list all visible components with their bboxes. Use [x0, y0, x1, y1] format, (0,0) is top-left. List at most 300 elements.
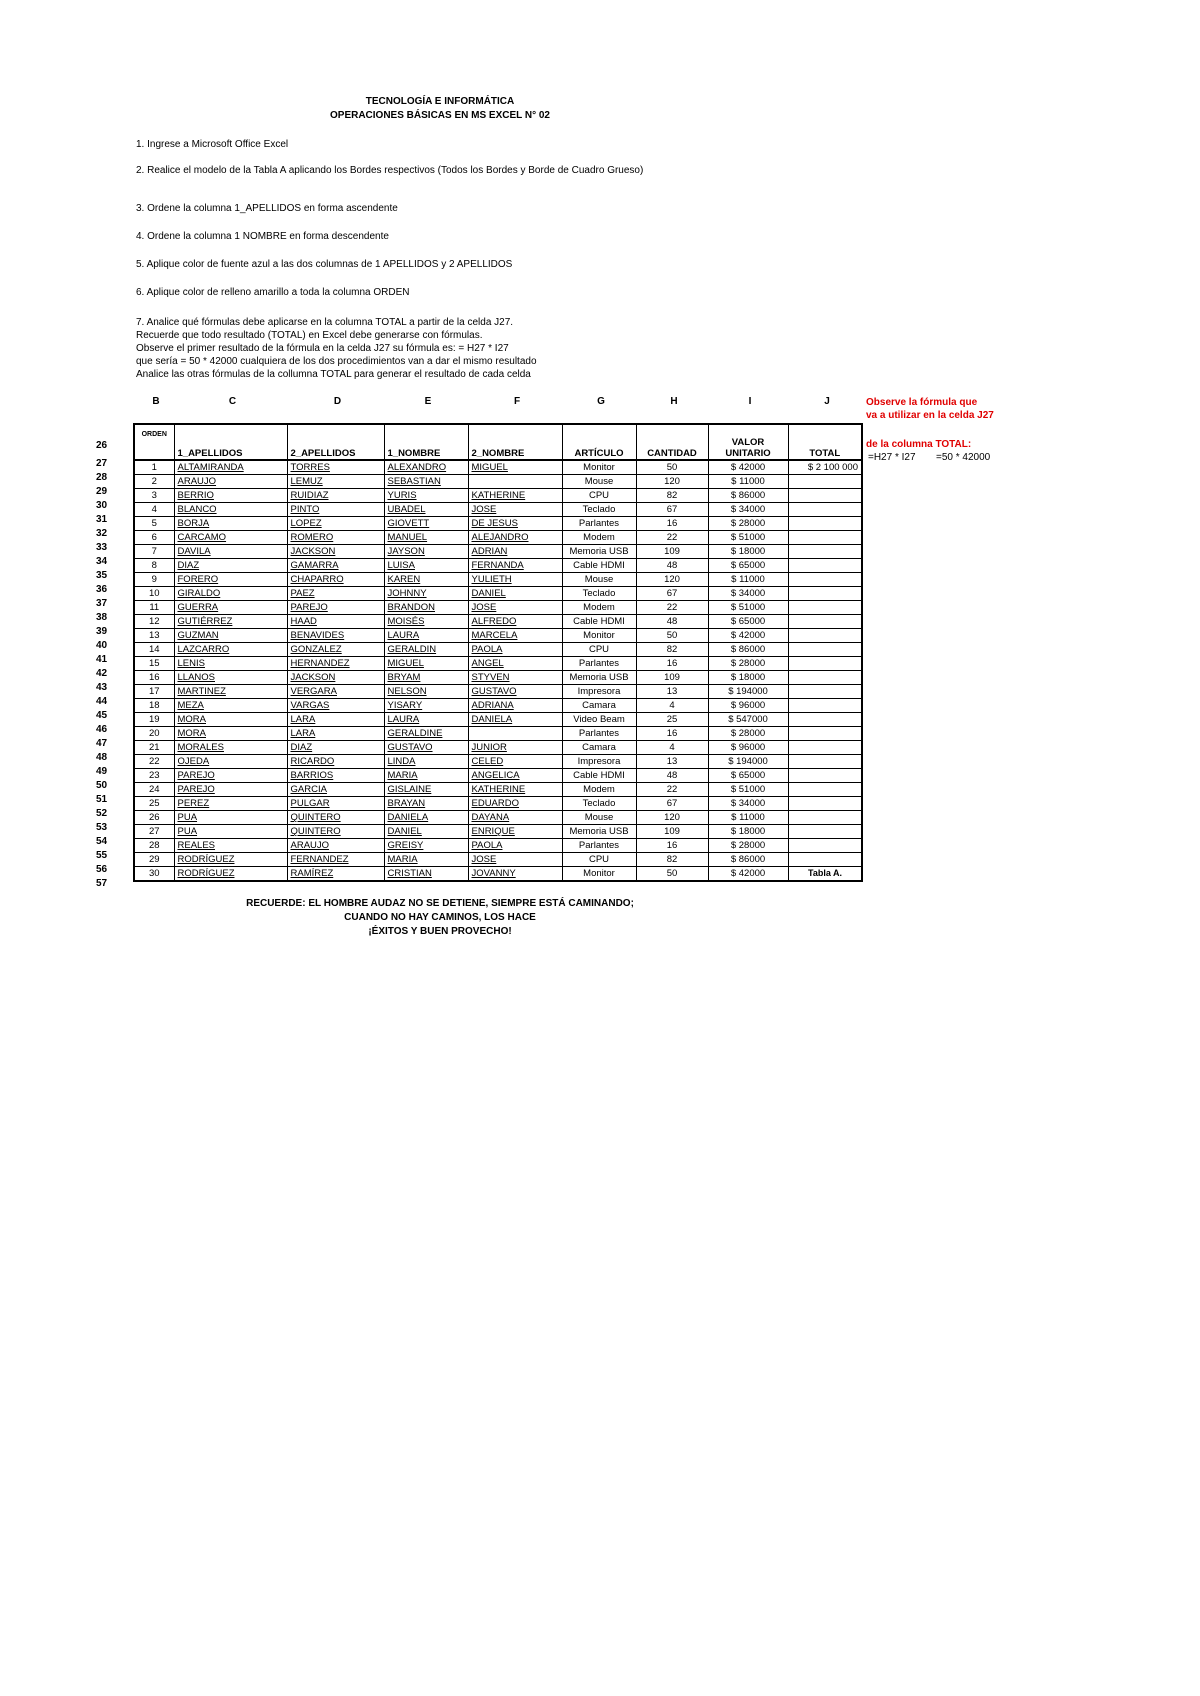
cell-nombre1[interactable]: GERALDINE: [384, 727, 468, 741]
cell-articulo[interactable]: Camara: [562, 699, 636, 713]
cell-cantidad[interactable]: 120: [636, 573, 708, 587]
cell-apellido2[interactable]: RICARDO: [287, 755, 384, 769]
cell-nombre1[interactable]: GIOVETT: [384, 517, 468, 531]
cell-valor-unitario[interactable]: $ 11000: [708, 811, 788, 825]
cell-nombre2[interactable]: [468, 475, 562, 489]
cell-total[interactable]: [788, 587, 862, 601]
cell-nombre2[interactable]: MIGUEL: [468, 460, 562, 475]
cell-apellido2[interactable]: QUINTERO: [287, 825, 384, 839]
instruction-3: 3. Ordene la columna 1_APELLIDOS en forma ascendente: [136, 203, 398, 214]
cell-valor-unitario[interactable]: $ 28000: [708, 517, 788, 531]
cell-cantidad[interactable]: 22: [636, 531, 708, 545]
cell-articulo[interactable]: Mouse: [562, 573, 636, 587]
cell-apellido2[interactable]: LEMUZ: [287, 475, 384, 489]
cell-apellido2[interactable]: CHAPARRO: [287, 573, 384, 587]
cell-cantidad[interactable]: 50: [636, 460, 708, 475]
cell-nombre2[interactable]: ALEJANDRO: [468, 531, 562, 545]
cell-total[interactable]: [788, 615, 862, 629]
cell-articulo[interactable]: Teclado: [562, 587, 636, 601]
cell-articulo[interactable]: Mouse: [562, 811, 636, 825]
cell-nombre1[interactable]: GERALDIN: [384, 643, 468, 657]
cell-nombre2[interactable]: JOSE: [468, 853, 562, 867]
cell-apellido2[interactable]: GARCIA: [287, 783, 384, 797]
cell-articulo[interactable]: CPU: [562, 853, 636, 867]
cell-nombre1[interactable]: MANUEL: [384, 531, 468, 545]
cell-apellido1[interactable]: MORA: [174, 713, 287, 727]
cell-nombre2[interactable]: KATHERINE: [468, 489, 562, 503]
cell-apellido2[interactable]: DIAZ: [287, 741, 384, 755]
cell-cantidad[interactable]: 13: [636, 685, 708, 699]
cell-apellido1[interactable]: DIAZ: [174, 559, 287, 573]
cell-apellido1[interactable]: LENIS: [174, 657, 287, 671]
cell-nombre2[interactable]: DE JESUS: [468, 517, 562, 531]
cell-valor-unitario[interactable]: $ 96000: [708, 699, 788, 713]
table-row: [134, 587, 862, 601]
cell-orden[interactable]: 22: [134, 755, 174, 769]
cell-total[interactable]: [788, 657, 862, 671]
cell-cantidad[interactable]: 48: [636, 559, 708, 573]
cell-nombre2[interactable]: JUNIOR: [468, 741, 562, 755]
cell-orden[interactable]: 16: [134, 671, 174, 685]
cell-total[interactable]: [788, 559, 862, 573]
cell-valor-unitario[interactable]: $ 18000: [708, 671, 788, 685]
cell-valor-unitario[interactable]: $ 42000: [708, 867, 788, 882]
cell-apellido2[interactable]: JACKSON: [287, 545, 384, 559]
cell-orden[interactable]: 26: [134, 811, 174, 825]
cell-nombre1[interactable]: MARIA: [384, 853, 468, 867]
cell-articulo[interactable]: Memoria USB: [562, 825, 636, 839]
cell-apellido1[interactable]: PAREJO: [174, 783, 287, 797]
cell-apellido1[interactable]: REALES: [174, 839, 287, 853]
cell-valor-unitario[interactable]: $ 28000: [708, 727, 788, 741]
cell-total[interactable]: [788, 685, 862, 699]
cell-apellido1[interactable]: GUTIÉRREZ: [174, 615, 287, 629]
cell-nombre1[interactable]: LINDA: [384, 755, 468, 769]
cell-orden[interactable]: 17: [134, 685, 174, 699]
header-articulo[interactable]: ARTÍCULO: [562, 424, 636, 460]
cell-total[interactable]: [788, 531, 862, 545]
cell-articulo[interactable]: Video Beam: [562, 713, 636, 727]
cell-nombre1[interactable]: MIGUEL: [384, 657, 468, 671]
cell-apellido2[interactable]: PAREJO: [287, 601, 384, 615]
tabla-a: [133, 423, 863, 882]
cell-nombre2[interactable]: ANGELICA: [468, 769, 562, 783]
cell-nombre2[interactable]: EDUARDO: [468, 797, 562, 811]
cell-cantidad[interactable]: 120: [636, 475, 708, 489]
cell-total[interactable]: [788, 629, 862, 643]
cell-valor-unitario[interactable]: $ 65000: [708, 769, 788, 783]
cell-nombre2[interactable]: ADRIAN: [468, 545, 562, 559]
cell-nombre2[interactable]: YULIETH: [468, 573, 562, 587]
cell-articulo[interactable]: Memoria USB: [562, 671, 636, 685]
cell-apellido1[interactable]: MARTINEZ: [174, 685, 287, 699]
cell-nombre2[interactable]: PAOLA: [468, 643, 562, 657]
cell-apellido1[interactable]: BLANCO: [174, 503, 287, 517]
cell-valor-unitario[interactable]: $ 96000: [708, 741, 788, 755]
cell-apellido1[interactable]: MEZA: [174, 699, 287, 713]
cell-cantidad[interactable]: 82: [636, 489, 708, 503]
cell-apellido1[interactable]: GUERRA: [174, 601, 287, 615]
cell-apellido2[interactable]: QUINTERO: [287, 811, 384, 825]
cell-apellido1[interactable]: FORERO: [174, 573, 287, 587]
cell-cantidad[interactable]: 109: [636, 825, 708, 839]
row-number: 53: [96, 822, 108, 833]
cell-orden[interactable]: 24: [134, 783, 174, 797]
cell-articulo[interactable]: Modem: [562, 531, 636, 545]
cell-total[interactable]: [788, 755, 862, 769]
cell-apellido1[interactable]: ARAUJO: [174, 475, 287, 489]
cell-apellido1[interactable]: ALTAMIRANDA: [174, 460, 287, 475]
cell-orden[interactable]: 23: [134, 769, 174, 783]
cell-nombre1[interactable]: LUISA: [384, 559, 468, 573]
cell-cantidad[interactable]: 16: [636, 657, 708, 671]
cell-nombre2[interactable]: JOSE: [468, 503, 562, 517]
cell-orden[interactable]: 4: [134, 503, 174, 517]
cell-valor-unitario[interactable]: $ 28000: [708, 657, 788, 671]
row-number: 48: [96, 752, 108, 763]
cell-nombre1[interactable]: DANIEL: [384, 825, 468, 839]
table-row: [134, 475, 862, 489]
cell-apellido1[interactable]: MORA: [174, 727, 287, 741]
cell-total[interactable]: [788, 769, 862, 783]
cell-apellido2[interactable]: LARA: [287, 713, 384, 727]
cell-nombre1[interactable]: UBADEL: [384, 503, 468, 517]
cell-nombre1[interactable]: NELSON: [384, 685, 468, 699]
cell-articulo[interactable]: CPU: [562, 643, 636, 657]
row-number: 29: [96, 486, 108, 497]
cell-valor-unitario[interactable]: $ 18000: [708, 545, 788, 559]
cell-apellido2[interactable]: GAMARRA: [287, 559, 384, 573]
row-number: 43: [96, 682, 108, 693]
cell-apellido2[interactable]: GONZALEZ: [287, 643, 384, 657]
cell-orden[interactable]: 29: [134, 853, 174, 867]
cell-total[interactable]: [788, 643, 862, 657]
cell-nombre2[interactable]: DAYANA: [468, 811, 562, 825]
cell-valor-unitario[interactable]: $ 42000: [708, 460, 788, 475]
cell-orden[interactable]: 3: [134, 489, 174, 503]
header-valor-line1: VALOR: [731, 437, 765, 448]
cell-cantidad[interactable]: 16: [636, 517, 708, 531]
cell-orden[interactable]: 11: [134, 601, 174, 615]
cell-total[interactable]: [788, 573, 862, 587]
cell-nombre1[interactable]: JAYSON: [384, 545, 468, 559]
cell-articulo[interactable]: Parlantes: [562, 839, 636, 853]
cell-articulo[interactable]: Modem: [562, 601, 636, 615]
header-cantidad[interactable]: CANTIDAD: [636, 424, 708, 460]
cell-orden[interactable]: 28: [134, 839, 174, 853]
cell-orden[interactable]: 1: [134, 460, 174, 475]
cell-nombre1[interactable]: KAREN: [384, 573, 468, 587]
cell-cantidad[interactable]: 25: [636, 713, 708, 727]
cell-cantidad[interactable]: 50: [636, 867, 708, 882]
cell-apellido2[interactable]: RUIDIAZ: [287, 489, 384, 503]
cell-nombre1[interactable]: CRISTIAN: [384, 867, 468, 882]
cell-orden[interactable]: 15: [134, 657, 174, 671]
header-nombre2[interactable]: 2_NOMBRE: [468, 424, 562, 460]
cell-articulo[interactable]: Parlantes: [562, 517, 636, 531]
cell-cantidad[interactable]: 48: [636, 615, 708, 629]
cell-articulo[interactable]: Impresora: [562, 755, 636, 769]
cell-nombre2[interactable]: CELED: [468, 755, 562, 769]
cell-nombre2[interactable]: JOVANNY: [468, 867, 562, 882]
table-row: [134, 545, 862, 559]
cell-apellido2[interactable]: HERNANDEZ: [287, 657, 384, 671]
cell-total[interactable]: [788, 797, 862, 811]
cell-valor-unitario[interactable]: $ 11000: [708, 475, 788, 489]
cell-cantidad[interactable]: 22: [636, 601, 708, 615]
cell-apellido2[interactable]: RAMÍREZ: [287, 867, 384, 882]
cell-articulo[interactable]: Parlantes: [562, 657, 636, 671]
cell-valor-unitario[interactable]: $ 86000: [708, 853, 788, 867]
cell-articulo[interactable]: Teclado: [562, 797, 636, 811]
cell-nombre1[interactable]: JOHNNY: [384, 587, 468, 601]
cell-nombre2[interactable]: STYVEN: [468, 671, 562, 685]
row-number: 32: [96, 528, 108, 539]
cell-nombre2[interactable]: DANIELA: [468, 713, 562, 727]
header-apellido1[interactable]: 1_APELLIDOS: [174, 424, 287, 460]
cell-valor-unitario[interactable]: $ 51000: [708, 783, 788, 797]
cell-nombre1[interactable]: GISLAINE: [384, 783, 468, 797]
cell-apellido2[interactable]: JACKSON: [287, 671, 384, 685]
cell-cantidad[interactable]: 4: [636, 741, 708, 755]
cell-apellido2[interactable]: LOPEZ: [287, 517, 384, 531]
cell-apellido2[interactable]: TORRES: [287, 460, 384, 475]
cell-articulo[interactable]: Mouse: [562, 475, 636, 489]
cell-valor-unitario[interactable]: $ 34000: [708, 587, 788, 601]
cell-orden[interactable]: 7: [134, 545, 174, 559]
cell-orden[interactable]: 21: [134, 741, 174, 755]
header-valor-unitario[interactable]: [708, 424, 788, 460]
cell-apellido1[interactable]: PUA: [174, 825, 287, 839]
cell-total[interactable]: [788, 783, 862, 797]
cell-nombre2[interactable]: MARCELA: [468, 629, 562, 643]
cell-total[interactable]: [788, 727, 862, 741]
header-apellido2[interactable]: 2_APELLIDOS: [287, 424, 384, 460]
header-total[interactable]: TOTAL: [788, 424, 862, 460]
cell-total[interactable]: [788, 545, 862, 559]
cell-total[interactable]: [788, 853, 862, 867]
cell-nombre2[interactable]: ENRIQUE: [468, 825, 562, 839]
cell-articulo[interactable]: Camara: [562, 741, 636, 755]
cell-nombre2[interactable]: JOSE: [468, 601, 562, 615]
cell-cantidad[interactable]: 67: [636, 797, 708, 811]
cell-articulo[interactable]: Teclado: [562, 503, 636, 517]
cell-cantidad[interactable]: 13: [636, 755, 708, 769]
cell-apellido1[interactable]: PAREJO: [174, 769, 287, 783]
cell-apellido2[interactable]: VERGARA: [287, 685, 384, 699]
cell-nombre1[interactable]: SEBASTIAN: [384, 475, 468, 489]
cell-nombre1[interactable]: DANIELA: [384, 811, 468, 825]
cell-orden[interactable]: 25: [134, 797, 174, 811]
cell-valor-unitario[interactable]: $ 194000: [708, 755, 788, 769]
cell-cantidad[interactable]: 48: [636, 769, 708, 783]
cell-apellido1[interactable]: LAZCARRO: [174, 643, 287, 657]
cell-articulo[interactable]: Cable HDMI: [562, 559, 636, 573]
cell-articulo[interactable]: Monitor: [562, 460, 636, 475]
table-row: [134, 657, 862, 671]
header-orden[interactable]: ORDEN: [134, 424, 174, 460]
cell-total[interactable]: [788, 489, 862, 503]
cell-valor-unitario[interactable]: $ 51000: [708, 601, 788, 615]
cell-valor-unitario[interactable]: $ 28000: [708, 839, 788, 853]
cell-articulo[interactable]: Cable HDMI: [562, 615, 636, 629]
cell-nombre2[interactable]: [468, 727, 562, 741]
cell-apellido1[interactable]: BERRIO: [174, 489, 287, 503]
cell-orden[interactable]: 10: [134, 587, 174, 601]
cell-orden[interactable]: 12: [134, 615, 174, 629]
cell-nombre1[interactable]: ALEXANDRO: [384, 460, 468, 475]
cell-articulo[interactable]: Parlantes: [562, 727, 636, 741]
cell-cantidad[interactable]: 67: [636, 503, 708, 517]
cell-orden[interactable]: 30: [134, 867, 174, 882]
row-number: 26: [96, 440, 108, 451]
cell-apellido1[interactable]: PUA: [174, 811, 287, 825]
cell-nombre2[interactable]: ALFREDO: [468, 615, 562, 629]
cell-orden[interactable]: 18: [134, 699, 174, 713]
cell-nombre1[interactable]: MOISÉS: [384, 615, 468, 629]
cell-total[interactable]: [788, 741, 862, 755]
cell-cantidad[interactable]: 4: [636, 699, 708, 713]
cell-articulo[interactable]: Monitor: [562, 629, 636, 643]
cell-cantidad[interactable]: 82: [636, 643, 708, 657]
cell-cantidad[interactable]: 109: [636, 545, 708, 559]
cell-cantidad[interactable]: 82: [636, 853, 708, 867]
cell-total[interactable]: [788, 839, 862, 853]
cell-orden[interactable]: 13: [134, 629, 174, 643]
cell-articulo[interactable]: Memoria USB: [562, 545, 636, 559]
cell-orden[interactable]: 5: [134, 517, 174, 531]
cell-apellido2[interactable]: BARRIOS: [287, 769, 384, 783]
header-nombre1[interactable]: 1_NOMBRE: [384, 424, 468, 460]
cell-total[interactable]: [788, 825, 862, 839]
cell-valor-unitario[interactable]: $ 65000: [708, 615, 788, 629]
cell-orden[interactable]: 2: [134, 475, 174, 489]
cell-orden[interactable]: 8: [134, 559, 174, 573]
cell-orden[interactable]: 20: [134, 727, 174, 741]
cell-cantidad[interactable]: 16: [636, 727, 708, 741]
instruction-7-title: 7. Analice qué fórmulas debe aplicarse en la columna TOTAL a partir de la celda J27.: [136, 317, 514, 328]
cell-apellido2[interactable]: PAEZ: [287, 587, 384, 601]
cell-nombre1[interactable]: GUSTAVO: [384, 741, 468, 755]
cell-nombre1[interactable]: LAURA: [384, 629, 468, 643]
cell-nombre1[interactable]: YISARY: [384, 699, 468, 713]
cell-cantidad[interactable]: 67: [636, 587, 708, 601]
cell-total[interactable]: [788, 475, 862, 489]
table-row: [134, 517, 862, 531]
cell-orden[interactable]: 14: [134, 643, 174, 657]
cell-apellido2[interactable]: VARGAS: [287, 699, 384, 713]
cell-apellido2[interactable]: HAAD: [287, 615, 384, 629]
cell-total[interactable]: [788, 503, 862, 517]
cell-apellido2[interactable]: ARAUJO: [287, 839, 384, 853]
cell-nombre1[interactable]: BRYAM: [384, 671, 468, 685]
cell-apellido1[interactable]: CARCAMO: [174, 531, 287, 545]
cell-valor-unitario[interactable]: $ 18000: [708, 825, 788, 839]
cell-cantidad[interactable]: 109: [636, 671, 708, 685]
cell-total[interactable]: [788, 699, 862, 713]
cell-valor-unitario[interactable]: $ 86000: [708, 489, 788, 503]
cell-apellido1[interactable]: MORALES: [174, 741, 287, 755]
cell-nombre1[interactable]: YURIS: [384, 489, 468, 503]
cell-apellido1[interactable]: PEREZ: [174, 797, 287, 811]
cell-orden[interactable]: 19: [134, 713, 174, 727]
cell-valor-unitario[interactable]: $ 547000: [708, 713, 788, 727]
cell-nombre2[interactable]: PAOLA: [468, 839, 562, 853]
cell-nombre2[interactable]: KATHERINE: [468, 783, 562, 797]
cell-cantidad[interactable]: 120: [636, 811, 708, 825]
cell-total[interactable]: [788, 811, 862, 825]
cell-apellido2[interactable]: FERNANDEZ: [287, 853, 384, 867]
cell-apellido1[interactable]: OJEDA: [174, 755, 287, 769]
instruction-6: 6. Aplique color de relleno amarillo a toda la columna ORDEN: [136, 287, 410, 298]
cell-apellido1[interactable]: LLANOS: [174, 671, 287, 685]
cell-total[interactable]: [788, 713, 862, 727]
cell-total[interactable]: [788, 671, 862, 685]
cell-articulo[interactable]: Modem: [562, 783, 636, 797]
cell-apellido1[interactable]: DAVILA: [174, 545, 287, 559]
cell-total[interactable]: [788, 601, 862, 615]
cell-cantidad[interactable]: 16: [636, 839, 708, 853]
cell-nombre2[interactable]: ANGEL: [468, 657, 562, 671]
cell-articulo[interactable]: CPU: [562, 489, 636, 503]
cell-orden[interactable]: 9: [134, 573, 174, 587]
cell-nombre1[interactable]: BRANDON: [384, 601, 468, 615]
cell-apellido1[interactable]: RODRÍGUEZ: [174, 867, 287, 882]
cell-apellido1[interactable]: RODRÍGUEZ: [174, 853, 287, 867]
cell-orden[interactable]: 27: [134, 825, 174, 839]
cell-valor-unitario[interactable]: $ 86000: [708, 643, 788, 657]
cell-apellido1[interactable]: BORJA: [174, 517, 287, 531]
cell-apellido2[interactable]: ROMERO: [287, 531, 384, 545]
cell-nombre2[interactable]: FERNANDA: [468, 559, 562, 573]
cell-articulo[interactable]: Cable HDMI: [562, 769, 636, 783]
cell-total[interactable]: $ 2 100 000: [788, 460, 862, 475]
cell-valor-unitario[interactable]: $ 42000: [708, 629, 788, 643]
cell-total[interactable]: [788, 517, 862, 531]
column-letter: E: [424, 396, 432, 407]
cell-apellido1[interactable]: GIRALDO: [174, 587, 287, 601]
cell-nombre2[interactable]: ADRIANA: [468, 699, 562, 713]
cell-cantidad[interactable]: 22: [636, 783, 708, 797]
instruction-1: 1. Ingrese a Microsoft Office Excel: [136, 139, 289, 150]
cell-valor-unitario[interactable]: $ 194000: [708, 685, 788, 699]
cell-articulo[interactable]: Impresora: [562, 685, 636, 699]
cell-apellido2[interactable]: PULGAR: [287, 797, 384, 811]
cell-nombre1[interactable]: MARIA: [384, 769, 468, 783]
cell-nombre1[interactable]: GREISY: [384, 839, 468, 853]
cell-orden[interactable]: 6: [134, 531, 174, 545]
table-caption: Tabla A.: [808, 868, 843, 878]
cell-cantidad[interactable]: 50: [636, 629, 708, 643]
cell-valor-unitario[interactable]: $ 51000: [708, 531, 788, 545]
cell-valor-unitario[interactable]: $ 34000: [708, 503, 788, 517]
cell-nombre1[interactable]: BRAYAN: [384, 797, 468, 811]
cell-nombre1[interactable]: LAURA: [384, 713, 468, 727]
cell-valor-unitario[interactable]: $ 11000: [708, 573, 788, 587]
cell-valor-unitario[interactable]: $ 65000: [708, 559, 788, 573]
cell-valor-unitario[interactable]: $ 34000: [708, 797, 788, 811]
cell-nombre2[interactable]: GUSTAVO: [468, 685, 562, 699]
cell-articulo[interactable]: Monitor: [562, 867, 636, 882]
column-letter: H: [670, 396, 678, 407]
column-letter: B: [152, 396, 160, 407]
cell-apellido2[interactable]: LARA: [287, 727, 384, 741]
cell-apellido1[interactable]: GUZMAN: [174, 629, 287, 643]
cell-apellido2[interactable]: PINTO: [287, 503, 384, 517]
cell-apellido2[interactable]: BENAVIDES: [287, 629, 384, 643]
table-row: [134, 531, 862, 545]
cell-nombre2[interactable]: DANIEL: [468, 587, 562, 601]
